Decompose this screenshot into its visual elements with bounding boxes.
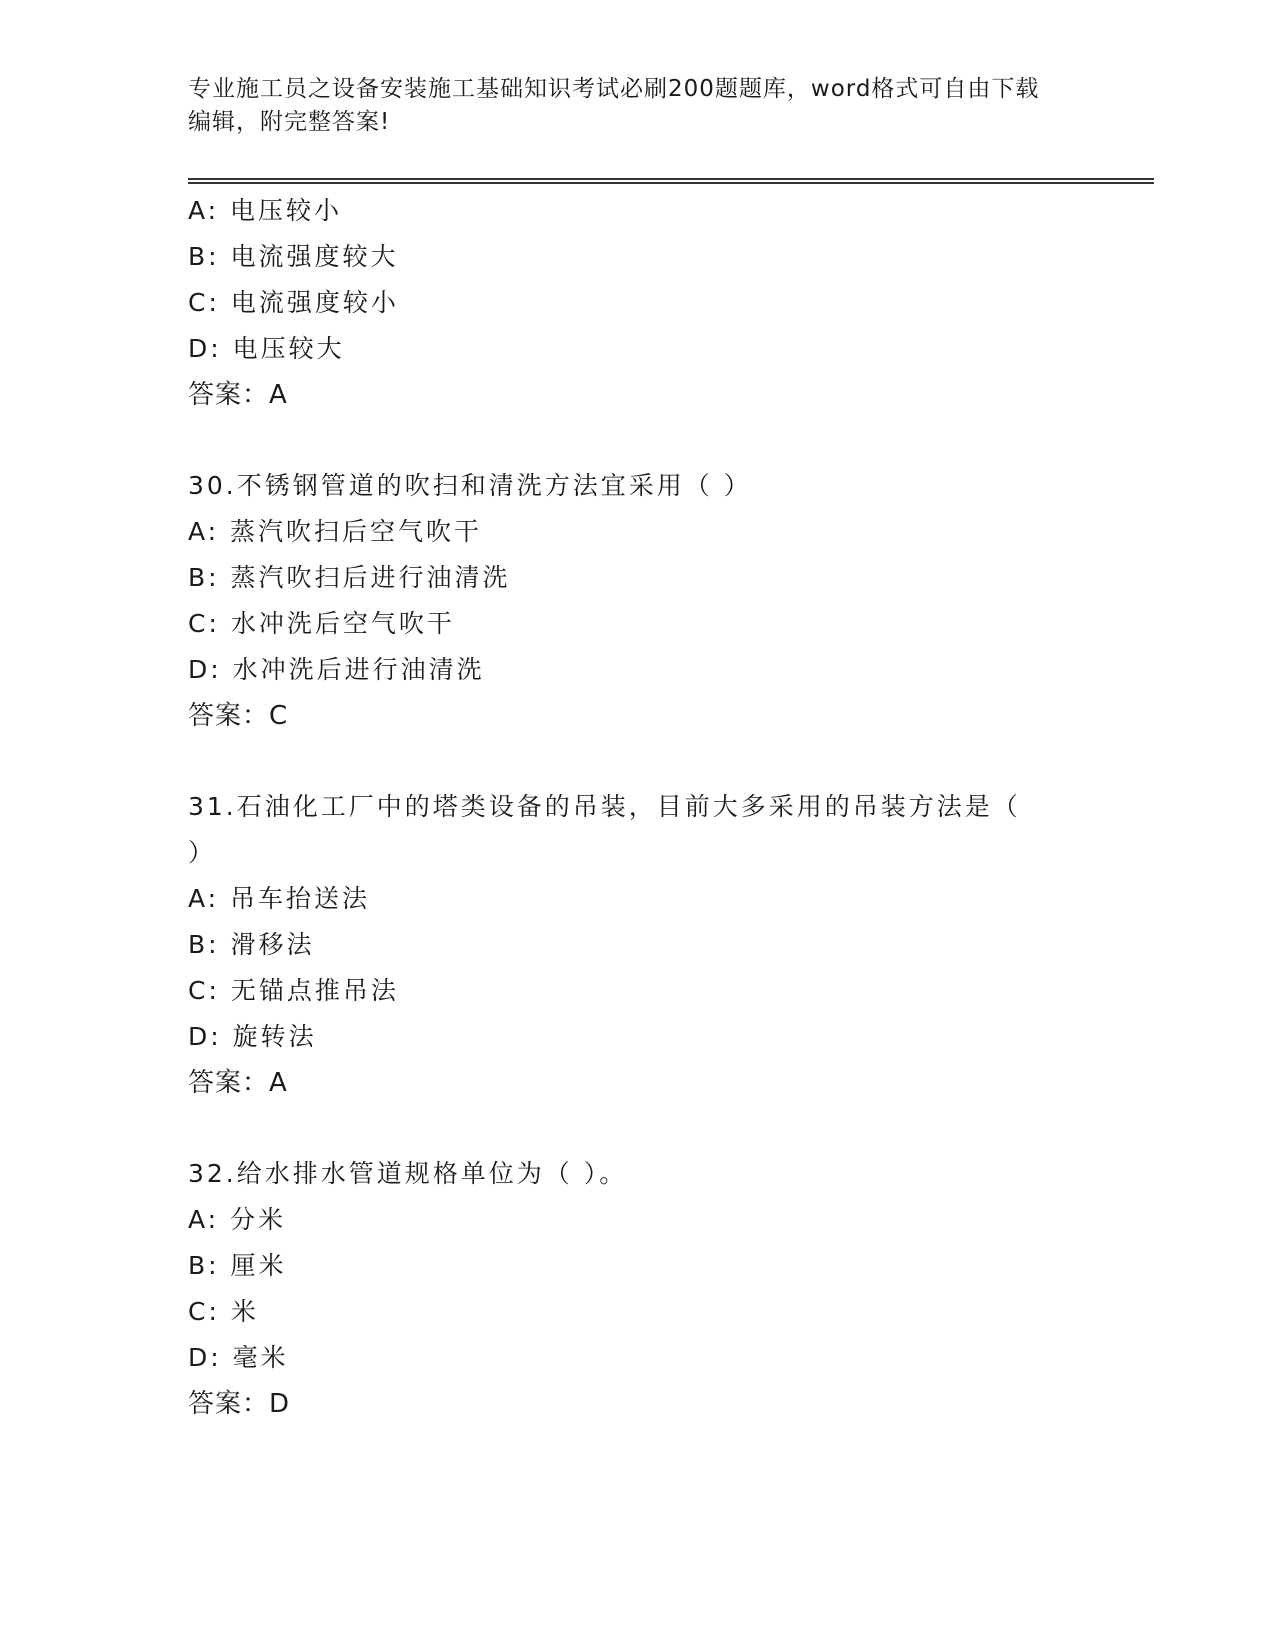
option-c: C: 米 [188,1297,259,1326]
header-title-line-2: 编辑，附完整答案! [188,109,391,135]
answer-line: 答案：D [188,1389,291,1419]
option-c: C: 水冲洗后空气吹干 [188,609,455,638]
header-divider-top [188,178,1154,180]
question-30-block [188,463,1068,739]
question-stem: 31.石油化工厂中的塔类设备的吊装，目前大多采用的吊装方法是（ [188,792,1021,821]
question-32-block [188,1151,1068,1427]
option-b: B: 电流强度较大 [188,242,399,271]
option-d: D: 毫米 [188,1343,289,1372]
answer-line: 答案：A [188,1068,288,1098]
question-stem-continuation: ） [188,838,217,867]
option-c: C: 电流强度较小 [188,288,399,317]
option-d: D: 电压较大 [188,334,345,363]
header-title-line-1: 专业施工员之设备安装施工基础知识考试必刷200题题库，word格式可自由下载 [188,76,1040,102]
option-d: D: 旋转法 [188,1022,317,1051]
spacer [188,739,1068,784]
option-b: B: 厘米 [188,1251,287,1280]
option-b: B: 蒸汽吹扫后进行油清洗 [188,563,511,592]
option-a: A: 吊车抬送法 [188,884,371,913]
spacer [188,418,1068,463]
answer-line: 答案：A [188,380,288,410]
option-a: A: 蒸汽吹扫后空气吹干 [188,517,483,546]
question-stem: 30.不锈钢管道的吹扫和清洗方法宜采用（ ） [188,471,752,500]
question-29-block [188,188,1068,418]
header-divider-bottom [188,182,1154,184]
option-a: A: 电压较小 [188,196,343,225]
spacer [188,1106,1068,1151]
question-31-block [188,784,1068,1106]
answer-line: 答案：C [188,701,289,731]
question-list [188,188,1068,1427]
question-stem: 32.给水排水管道规格单位为（ ）。 [188,1159,628,1188]
option-b: B: 滑移法 [188,930,315,959]
document-header [188,73,1068,139]
option-d: D: 水冲洗后进行油清洗 [188,655,485,684]
option-c: C: 无锚点推吊法 [188,976,399,1005]
option-a: A: 分米 [188,1205,287,1234]
